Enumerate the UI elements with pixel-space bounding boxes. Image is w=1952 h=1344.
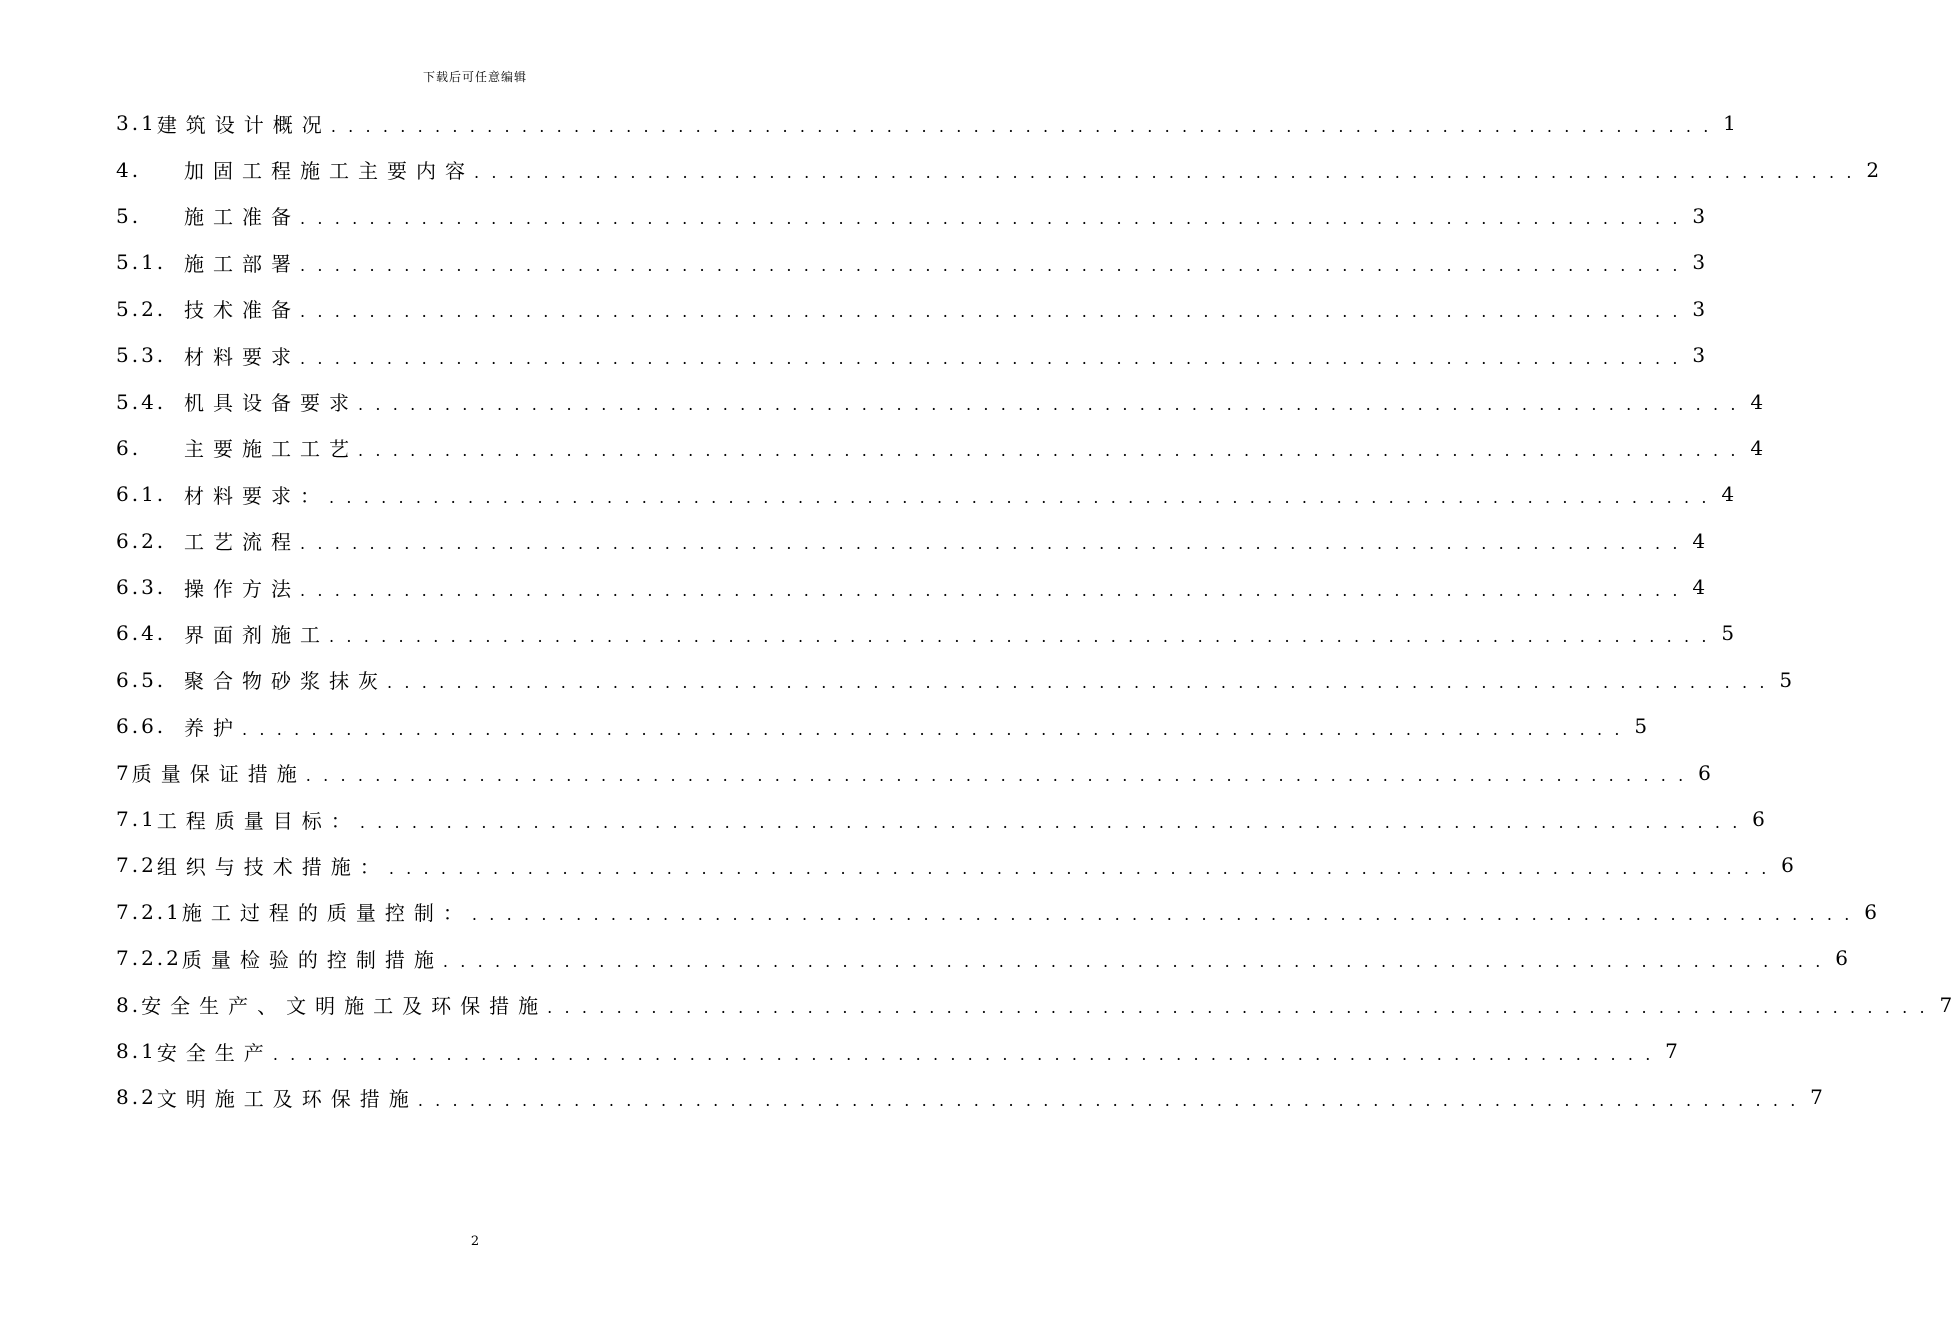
toc-entry-page: 5 (1634, 714, 1648, 739)
toc-entry-title: 工艺流程 (184, 530, 300, 555)
toc-entry[interactable] (116, 378, 1764, 424)
toc-entry-title: 建筑设计概况 (156, 112, 331, 137)
toc-entry-number: 6.2. (116, 528, 167, 553)
toc-entry-page: 3 (1692, 296, 1706, 321)
toc-entry-title: 技术准备 (184, 298, 300, 323)
toc-entry-page: 6 (1835, 946, 1848, 971)
toc-entry-number: 3.1 (116, 111, 157, 136)
toc-entry-title: 施工准备 (184, 205, 300, 230)
toc-entry-page: 4 (1692, 528, 1706, 553)
toc-dot-leader: . . . . . . . . . . . . . . . . . . . . . . . . . . . . . . . . . . . . . . . . . . . . . . . . . . . . . . . . . . . . . . . . . . . . . . . . . . . . . . . . (387, 673, 1769, 693)
toc-entry-title: 材料要求： (184, 483, 329, 508)
toc-entry-page: 4 (1750, 389, 1764, 414)
toc-dot-leader: . . . . . . . . . . . . . . . . . . . . . . . . . . . . . . . . . . . . . . . . . . . . . . . . . . . . . . . . . . . . . . . . . . . . . . . . . . . . . . . . (300, 580, 1682, 600)
toc-entry-title: 安全生产 (156, 1040, 273, 1065)
toc-dot-leader: . . . . . . . . . . . . . . . . . . . . . . . . . . . . . . . . . . . . . . . . . . . . . . . . . . . . . . . . . . . . . . . . . . . . . . . . . . . . . . . . (471, 905, 1853, 925)
toc-entry-title: 文明施工及环保措施 (156, 1086, 418, 1111)
toc-entry-title: 工程质量目标： (156, 808, 360, 833)
toc-entry-title: 质量保证措施 (131, 762, 306, 787)
toc-entry-title: 机具设备要求 (184, 391, 358, 416)
toc-entry-page: 7 (1665, 1039, 1678, 1063)
toc-entry[interactable] (116, 749, 1711, 795)
toc-entry[interactable] (116, 425, 1764, 471)
toc-entry-number: 6.1. (116, 482, 167, 507)
toc-entry[interactable] (116, 1074, 1823, 1120)
toc-entry-page: 4 (1721, 482, 1735, 507)
toc-entry-page: 7 (1810, 1085, 1823, 1110)
toc-entry-title: 操作方法 (184, 576, 300, 601)
toc-entry[interactable] (116, 332, 1706, 378)
toc-entry-number: 5.4. (116, 389, 167, 414)
toc-entry-page: 2 (1866, 157, 1880, 182)
toc-dot-leader: . . . . . . . . . . . . . . . . . . . . . . . . . . . . . . . . . . . . . . . . . . . . . . . . . . . . . . . . . . . . . . . . . . . . . . . . . . . . . . . . (417, 1090, 1799, 1110)
toc-entry-number: 7.2 (116, 853, 157, 878)
toc-entry-title: 施工部署 (184, 251, 300, 276)
toc-entry[interactable] (116, 564, 1706, 610)
toc-entry[interactable] (116, 146, 1880, 192)
toc-dot-leader: . . . . . . . . . . . . . . . . . . . . . . . . . . . . . . . . . . . . . . . . . . . . . . . . . . . . . . . . . . . . . . . . . . . . . . . . . . . . . . . . (305, 766, 1687, 786)
toc-entry-number: 6.3. (116, 575, 167, 600)
toc-entry-number: 5.1. (116, 250, 167, 275)
toc-dot-leader: . . . . . . . . . . . . . . . . . . . . . . . . . . . . . . . . . . . . . . . . . . . . . . . . . . . . . . . . . . . . . . . . . . . . . . . . . . . . . . . . (330, 116, 1712, 136)
toc-entry[interactable] (116, 193, 1706, 239)
toc-dot-leader: . . . . . . . . . . . . . . . . . . . . . . . . . . . . . . . . . . . . . . . . . . . . . . . . . . . . . . . . . . . . . . . . . . . . . . . . . . . . . . . . (329, 487, 1711, 507)
toc-dot-leader: . . . . . . . . . . . . . . . . . . . . . . . . . . . . . . . . . . . . . . . . . . . . . . . . . . . . . . . . . . . . . . . . . . . . . . . . . . . . . . . . (300, 534, 1682, 554)
toc-entry-title: 加固工程施工主要内容 (184, 159, 474, 184)
toc-entry-page: 6 (1864, 899, 1877, 924)
toc-dot-leader: . . . . . . . . . . . . . . . . . . . . . . . . . . . . . . . . . . . . . . . . . . . . . . . . . . . . . . . . . . . . . . . . . . . . . . . . . . . . . . . . (358, 395, 1740, 415)
toc-entry-number: 5.3. (116, 343, 167, 368)
toc-entry-number: 7 (116, 760, 132, 785)
toc-entry-number: 5. (116, 203, 142, 228)
toc-entry-page: 3 (1692, 203, 1706, 228)
page-number: 2 (470, 1234, 480, 1249)
toc-entry-number: 8.2 (116, 1085, 157, 1110)
toc-entry-title: 聚合物砂浆抹灰 (184, 669, 387, 694)
toc-entry[interactable] (116, 100, 1736, 146)
toc-entry-page: 6 (1781, 853, 1794, 878)
toc-entry-title: 界面剂施工 (184, 622, 329, 647)
toc-entry-number: 7.1 (116, 807, 157, 832)
toc-entry[interactable] (116, 518, 1706, 564)
toc-dot-leader: . . . . . . . . . . . . . . . . . . . . . . . . . . . . . . . . . . . . . . . . . . . . . . . . . . . . . . . . . . . . . . . . . . . . . . . . . . . . . . . . (358, 441, 1740, 461)
toc-entry[interactable] (116, 239, 1706, 285)
toc-dot-leader: . . . . . . . . . . . . . . . . . . . . . . . . . . . . . . . . . . . . . . . . . . . . . . . . . . . . . . . . . . . . . . . . . . . . . . . . . . . . . . . . (272, 1044, 1654, 1064)
toc-entry-page: 6 (1698, 760, 1711, 785)
toc-entry[interactable] (116, 703, 1648, 749)
toc-entry-page: 1 (1723, 111, 1736, 136)
page-header: 下载后可任意编辑 (422, 70, 527, 84)
table-of-contents (116, 100, 1952, 1121)
toc-entry-title: 材料要求 (184, 344, 300, 369)
toc-entry[interactable] (116, 889, 1877, 935)
toc-entry[interactable] (116, 657, 1793, 703)
toc-entry-number: 7.2.2 (116, 946, 182, 971)
toc-dot-leader: . . . . . . . . . . . . . . . . . . . . . . . . . . . . . . . . . . . . . . . . . . . . . . . . . . . . . . . . . . . . . . . . . . . . . . . . . . . . . . . . (300, 348, 1682, 368)
toc-entry-page: 7 (1939, 992, 1952, 1017)
toc-entry-page: 4 (1692, 575, 1706, 600)
toc-dot-leader: . . . . . . . . . . . . . . . . . . . . . . . . . . . . . . . . . . . . . . . . . . . . . . . . . . . . . . . . . . . . . . . . . . . . . . . . . . . . . . . . (359, 812, 1741, 832)
toc-dot-leader: . . . . . . . . . . . . . . . . . . . . . . . . . . . . . . . . . . . . . . . . . . . . . . . . . . . . . . . . . . . . . . . . . . . . . . . . . . . . . . . . (442, 951, 1824, 971)
toc-entry[interactable] (116, 842, 1794, 888)
toc-entry-title: 安全生产、文明施工及环保措施 (141, 994, 548, 1019)
toc-dot-leader: . . . . . . . . . . . . . . . . . . . . . . . . . . . . . . . . . . . . . . . . . . . . . . . . . . . . . . . . . . . . . . . . . . . . . . . . . . . . . . . . (329, 626, 1711, 646)
toc-dot-leader: . . . . . . . . . . . . . . . . . . . . . . . . . . . . . . . . . . . . . . . . . . . . . . . . . . . . . . . . . . . . . . . . . . . . . . . . . . . . . . . . (300, 255, 1682, 275)
toc-entry-number: 4. (116, 157, 142, 182)
toc-entry-title: 主要施工工艺 (184, 437, 358, 462)
toc-entry-number: 5.2. (116, 296, 167, 321)
toc-dot-leader: . . . . . . . . . . . . . . . . . . . . . . . . . . . . . . . . . . . . . . . . . . . . . . . . . . . . . . . . . . . . . . . . . . . . . . . . . . . . . . . . (547, 998, 1929, 1018)
toc-entry-number: 6.4. (116, 621, 167, 646)
toc-entry-number: 8.1 (116, 1039, 157, 1063)
toc-entry[interactable] (116, 610, 1735, 656)
toc-entry-page: 3 (1692, 250, 1706, 275)
toc-entry-page: 4 (1750, 435, 1764, 460)
toc-entry[interactable] (116, 1028, 1678, 1074)
toc-entry-page: 5 (1779, 667, 1793, 692)
toc-entry-number: 8. (116, 992, 142, 1017)
toc-entry-title: 养护 (184, 715, 242, 740)
toc-entry-number: 6.6. (116, 714, 167, 739)
toc-entry[interactable] (116, 471, 1735, 517)
toc-entry[interactable] (116, 286, 1706, 332)
toc-entry-number: 6.5. (116, 667, 167, 692)
toc-entry-page: 5 (1721, 621, 1735, 646)
toc-dot-leader: . . . . . . . . . . . . . . . . . . . . . . . . . . . . . . . . . . . . . . . . . . . . . . . . . . . . . . . . . . . . . . . . . . . . . . . . . . . . . . . . (242, 719, 1624, 739)
toc-entry[interactable] (116, 935, 1848, 981)
toc-entry-page: 3 (1692, 343, 1706, 368)
toc-dot-leader: . . . . . . . . . . . . . . . . . . . . . . . . . . . . . . . . . . . . . . . . . . . . . . . . . . . . . . . . . . . . . . . . . . . . . . . . . . . . . . . . (300, 302, 1682, 322)
toc-entry-number: 7.2.1 (116, 899, 182, 924)
toc-dot-leader: . . . . . . . . . . . . . . . . . . . . . . . . . . . . . . . . . . . . . . . . . . . . . . . . . . . . . . . . . . . . . . . . . . . . . . . . . . . . . . . . (474, 163, 1856, 183)
toc-entry-page: 6 (1752, 807, 1765, 832)
toc-entry-title: 施工过程的质量控制： (181, 901, 472, 926)
toc-entry[interactable] (116, 981, 1952, 1027)
toc-entry-title: 组织与技术措施： (156, 854, 389, 879)
toc-dot-leader: . . . . . . . . . . . . . . . . . . . . . . . . . . . . . . . . . . . . . . . . . . . . . . . . . . . . . . . . . . . . . . . . . . . . . . . . . . . . . . . . (300, 209, 1682, 229)
toc-entry-title: 质量检验的控制措施 (181, 947, 443, 972)
toc-dot-leader: . . . . . . . . . . . . . . . . . . . . . . . . . . . . . . . . . . . . . . . . . . . . . . . . . . . . . . . . . . . . . . . . . . . . . . . . . . . . . . . . (388, 858, 1770, 878)
toc-entry-number: 6. (116, 435, 142, 460)
toc-entry[interactable] (116, 796, 1765, 842)
